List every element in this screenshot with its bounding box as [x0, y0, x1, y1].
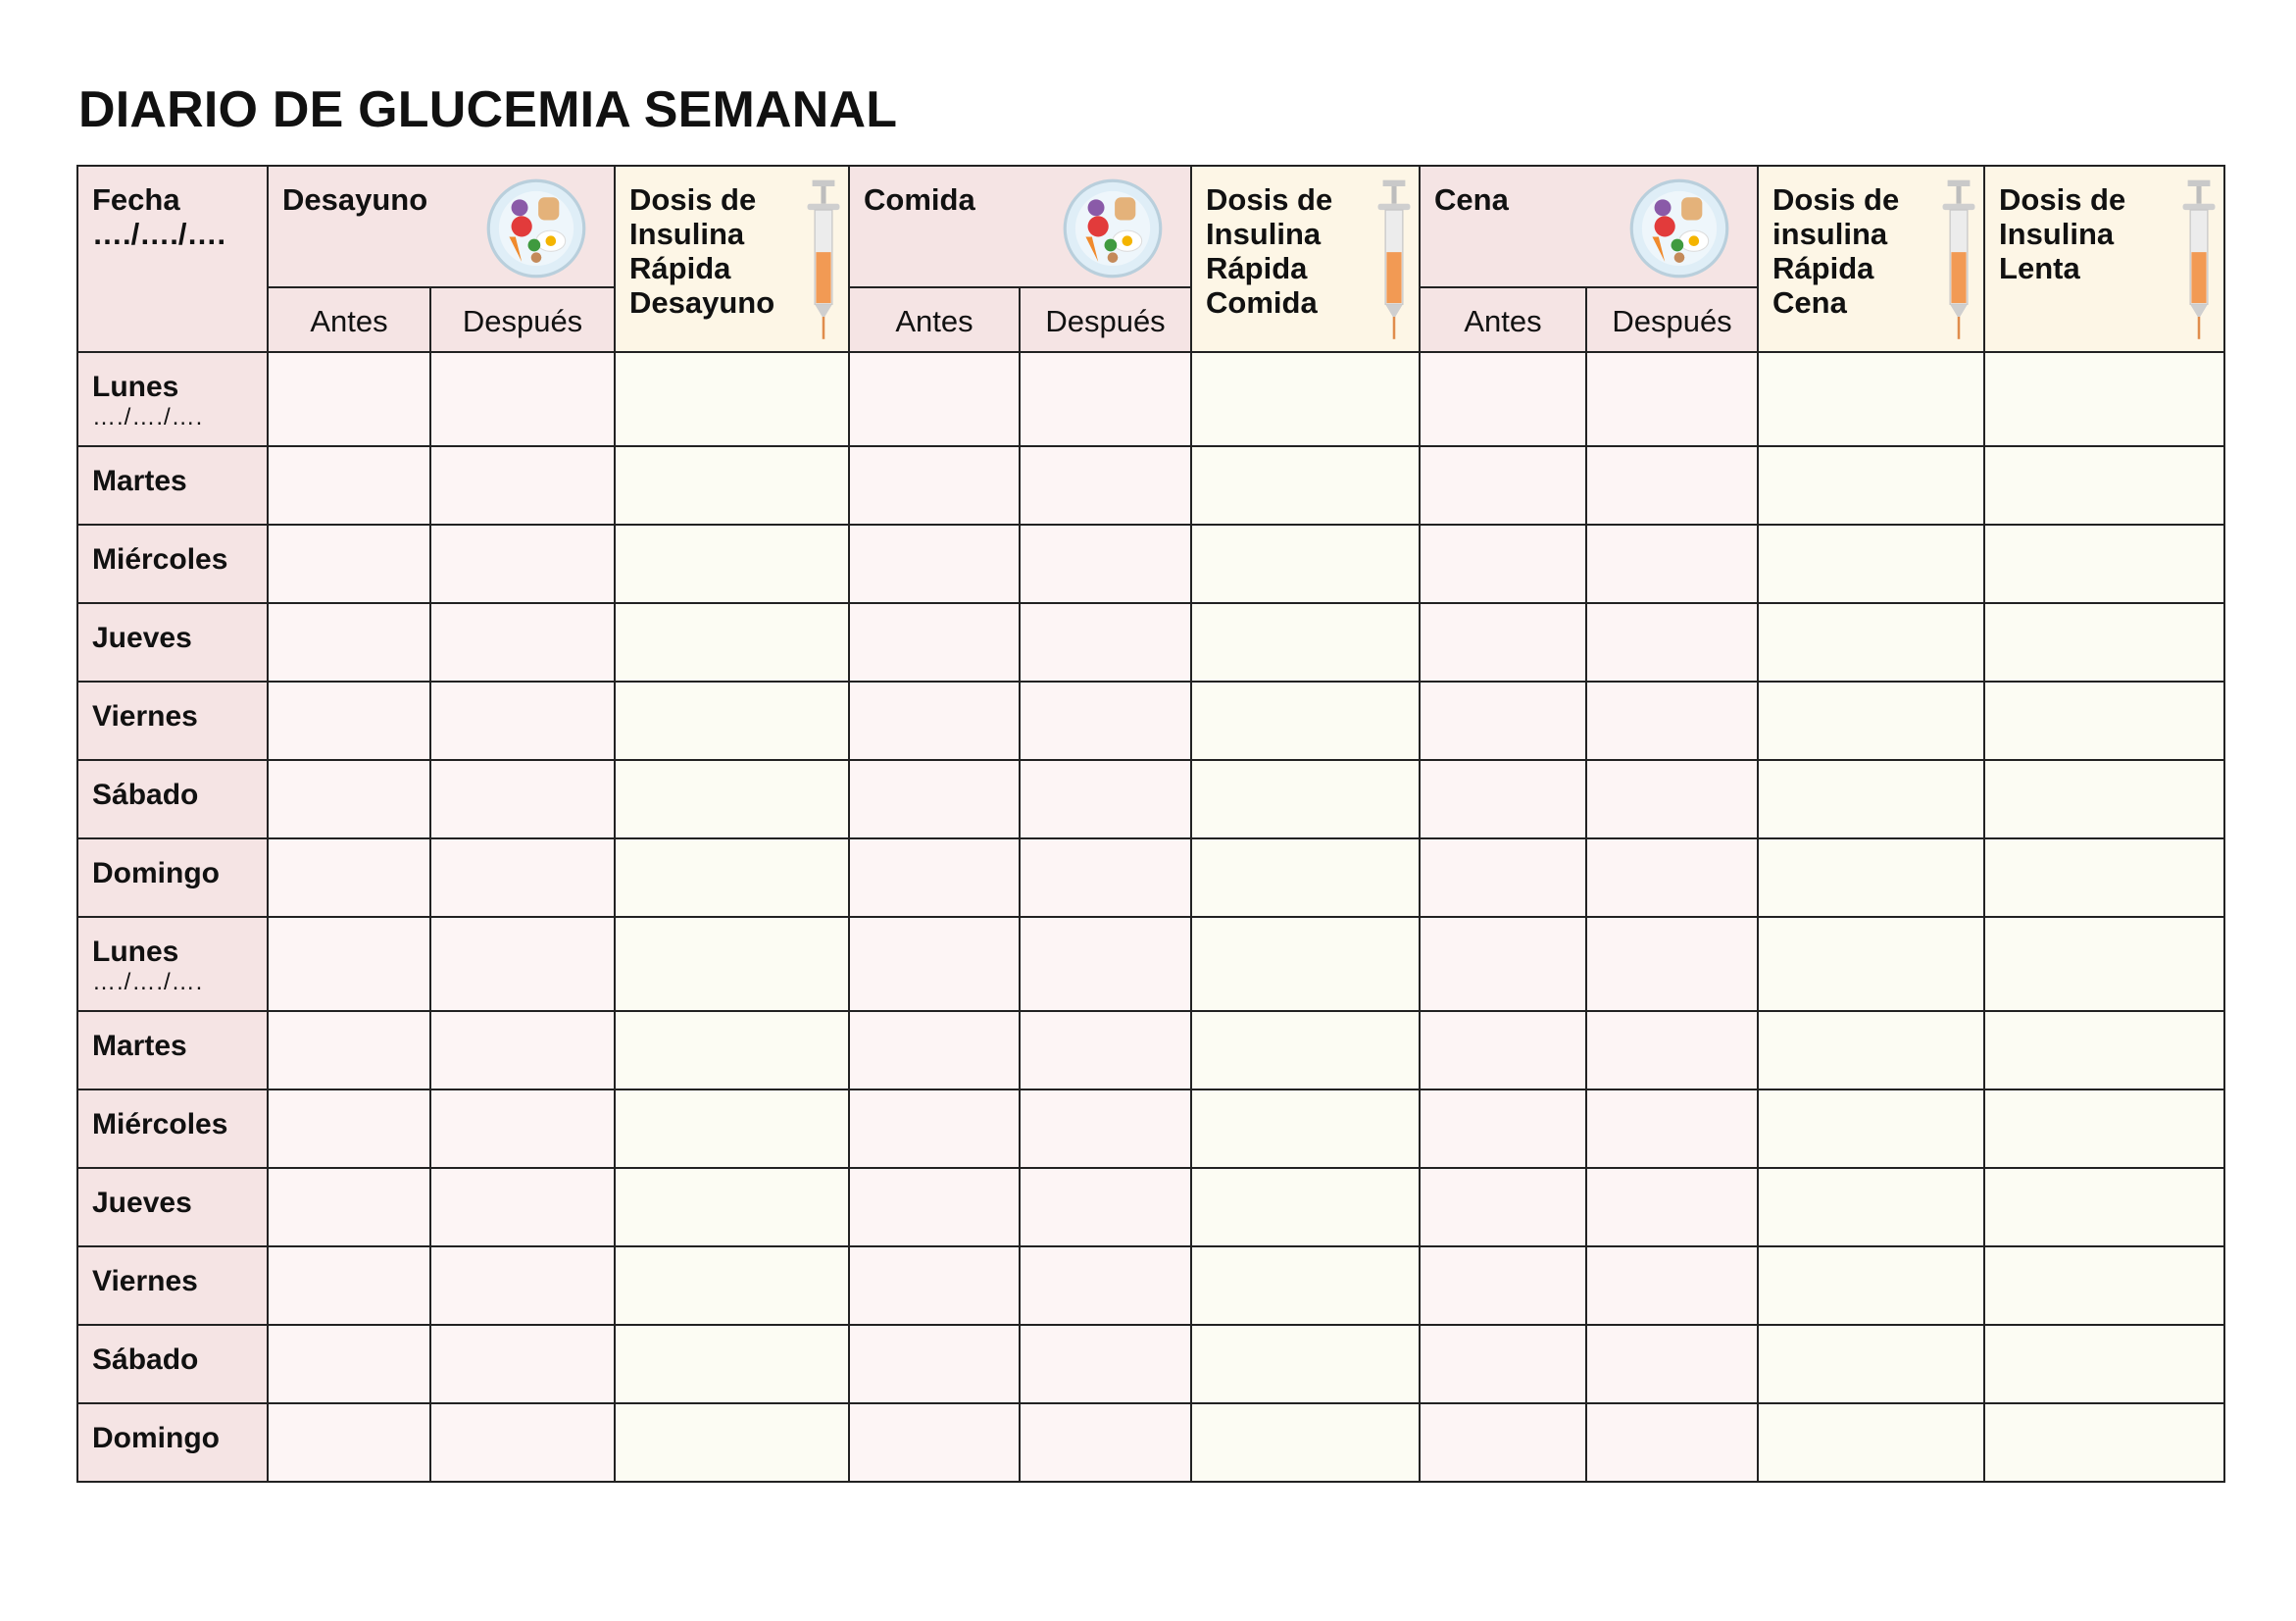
dose-lenta-line-1: Dosis de — [1999, 182, 2126, 217]
day-label-cell — [77, 446, 268, 525]
day-label: Martes — [92, 1030, 187, 1062]
day-label-cell — [77, 760, 268, 838]
dose-cena-cell[interactable] — [1758, 446, 1984, 525]
desayuno-despues-cell[interactable] — [430, 917, 615, 1011]
dose-cena-cell[interactable] — [1758, 352, 1984, 446]
dose-comida-cell[interactable] — [1191, 1011, 1420, 1089]
dose-lenta-cell[interactable] — [1984, 1246, 2224, 1325]
desayuno-antes-cell[interactable] — [268, 1403, 430, 1482]
desayuno-despues-cell[interactable] — [430, 1168, 615, 1246]
dose-cena-cell[interactable] — [1758, 1246, 1984, 1325]
dose-comida-line-3: Rápida — [1206, 251, 1308, 285]
dose-comida-cell[interactable] — [1191, 1325, 1420, 1403]
desayuno-antes-cell[interactable] — [268, 682, 430, 760]
dose-lenta-cell[interactable] — [1984, 917, 2224, 1011]
desayuno-despues-cell[interactable] — [430, 352, 615, 446]
desayuno-despues-cell[interactable] — [430, 1011, 615, 1089]
dose-comida-cell[interactable] — [1191, 446, 1420, 525]
cena-label: Cena — [1434, 182, 1509, 217]
comida-antes-cell[interactable] — [849, 760, 1020, 838]
dose-lenta-line-3: Lenta — [1999, 251, 2080, 285]
cena-despues-cell[interactable] — [1586, 1325, 1758, 1403]
day-label-cell — [77, 525, 268, 603]
dose-lenta-cell[interactable] — [1984, 1403, 2224, 1482]
cena-antes-cell[interactable] — [1420, 1168, 1586, 1246]
desayuno-antes-cell[interactable] — [268, 917, 430, 1011]
cena-despues-cell[interactable] — [1586, 917, 1758, 1011]
dose-cena-line-2: insulina — [1772, 217, 1888, 251]
dose-comida-line-4: Comida — [1206, 285, 1318, 320]
table-row — [77, 1325, 2224, 1403]
table-row — [77, 603, 2224, 682]
dose-lenta-cell[interactable] — [1984, 603, 2224, 682]
cena-despues-cell[interactable] — [1586, 525, 1758, 603]
cena-antes-cell[interactable] — [1420, 760, 1586, 838]
desayuno-antes-cell[interactable] — [268, 525, 430, 603]
desayuno-despues-header: Después — [430, 287, 615, 352]
dose-comida-cell[interactable] — [1191, 1089, 1420, 1168]
cena-antes-cell[interactable] — [1420, 1246, 1586, 1325]
dose-desayuno-cell[interactable] — [615, 1011, 849, 1089]
cena-antes-cell[interactable] — [1420, 917, 1586, 1011]
comida-antes-cell[interactable] — [849, 1168, 1020, 1246]
dose-cena-cell[interactable] — [1758, 1089, 1984, 1168]
day-label-cell — [77, 352, 268, 446]
day-label: Domingo — [92, 1422, 220, 1454]
cena-despues-cell[interactable] — [1586, 1403, 1758, 1482]
dose-desayuno-cell[interactable] — [615, 352, 849, 446]
comida-antes-cell[interactable] — [849, 603, 1020, 682]
table-row — [77, 1246, 2224, 1325]
dose-cena-cell[interactable] — [1758, 838, 1984, 917]
comida-despues-cell[interactable] — [1020, 1325, 1191, 1403]
dose-comida-cell[interactable] — [1191, 682, 1420, 760]
comida-despues-cell[interactable] — [1020, 917, 1191, 1011]
insulin-syringe-icon — [1375, 178, 1413, 343]
comida-despues-cell[interactable] — [1020, 1011, 1191, 1089]
comida-antes-cell[interactable] — [849, 1325, 1020, 1403]
day-date-placeholder: …./…./…. — [92, 969, 204, 995]
cena-despues-cell[interactable] — [1586, 760, 1758, 838]
dose-cena-cell[interactable] — [1758, 1168, 1984, 1246]
cena-antes-cell[interactable] — [1420, 1325, 1586, 1403]
dose-desayuno-line-3: Rápida — [629, 251, 731, 285]
cena-despues-cell[interactable] — [1586, 446, 1758, 525]
comida-despues-cell[interactable] — [1020, 352, 1191, 446]
comida-despues-cell[interactable] — [1020, 525, 1191, 603]
dose-desayuno-header — [615, 166, 849, 352]
dose-cena-cell[interactable] — [1758, 1403, 1984, 1482]
table-row — [77, 1089, 2224, 1168]
cena-antes-cell[interactable] — [1420, 1403, 1586, 1482]
dose-desayuno-cell[interactable] — [615, 1168, 849, 1246]
fecha-header — [77, 166, 268, 352]
dose-desayuno-cell[interactable] — [615, 1246, 849, 1325]
dose-comida-cell[interactable] — [1191, 1246, 1420, 1325]
table-row — [77, 1403, 2224, 1482]
desayuno-despues-cell[interactable] — [430, 682, 615, 760]
day-label: Lunes — [92, 936, 179, 968]
meal-plate-icon — [1061, 177, 1165, 280]
comida-label: Comida — [864, 182, 975, 217]
dose-desayuno-line-2: Insulina — [629, 217, 745, 251]
dose-desayuno-line-4: Desayuno — [629, 285, 775, 320]
dose-desayuno-cell[interactable] — [615, 446, 849, 525]
day-label: Jueves — [92, 622, 192, 654]
cena-despues-cell[interactable] — [1586, 603, 1758, 682]
day-label: Martes — [92, 465, 187, 497]
table-row — [77, 446, 2224, 525]
log-body — [77, 352, 2224, 1482]
dose-desayuno-cell[interactable] — [615, 917, 849, 1011]
page-title: DIARIO DE GLUCEMIA SEMANAL — [78, 81, 898, 138]
cena-despues-header: Después — [1586, 287, 1758, 352]
cena-antes-cell[interactable] — [1420, 525, 1586, 603]
dose-lenta-cell[interactable] — [1984, 1168, 2224, 1246]
desayuno-despues-cell[interactable] — [430, 603, 615, 682]
comida-antes-header: Antes — [849, 287, 1020, 352]
comida-despues-cell[interactable] — [1020, 682, 1191, 760]
desayuno-antes-header: Antes — [268, 287, 430, 352]
comida-despues-cell[interactable] — [1020, 446, 1191, 525]
dose-cena-line-1: Dosis de — [1772, 182, 1900, 217]
cena-despues-cell[interactable] — [1586, 1011, 1758, 1089]
comida-despues-cell[interactable] — [1020, 1246, 1191, 1325]
desayuno-despues-cell[interactable] — [430, 760, 615, 838]
dose-comida-cell[interactable] — [1191, 760, 1420, 838]
desayuno-despues-cell[interactable] — [430, 525, 615, 603]
desayuno-despues-cell[interactable] — [430, 1403, 615, 1482]
dose-lenta-cell[interactable] — [1984, 352, 2224, 446]
dose-cena-cell[interactable] — [1758, 603, 1984, 682]
comida-antes-cell[interactable] — [849, 682, 1020, 760]
dose-cena-cell[interactable] — [1758, 1011, 1984, 1089]
dose-lenta-cell[interactable] — [1984, 1089, 2224, 1168]
dose-cena-line-4: Cena — [1772, 285, 1847, 320]
day-label-cell — [77, 1325, 268, 1403]
dose-comida-cell[interactable] — [1191, 352, 1420, 446]
cena-despues-cell[interactable] — [1586, 1168, 1758, 1246]
comida-antes-cell[interactable] — [849, 446, 1020, 525]
desayuno-despues-cell[interactable] — [430, 838, 615, 917]
desayuno-antes-cell[interactable] — [268, 352, 430, 446]
fecha-label: Fecha — [92, 182, 180, 217]
dose-lenta-cell[interactable] — [1984, 446, 2224, 525]
table-row — [77, 525, 2224, 603]
day-label: Miércoles — [92, 1108, 228, 1140]
comida-despues-header: Después — [1020, 287, 1191, 352]
table-row — [77, 682, 2224, 760]
table-row — [77, 917, 2224, 1011]
dose-cena-header — [1758, 166, 1984, 352]
comida-antes-cell[interactable] — [849, 1089, 1020, 1168]
comida-antes-cell[interactable] — [849, 917, 1020, 1011]
day-label: Viernes — [92, 1265, 198, 1297]
comida-antes-cell[interactable] — [849, 1246, 1020, 1325]
desayuno-despues-cell[interactable] — [430, 1089, 615, 1168]
cena-despues-cell[interactable] — [1586, 1246, 1758, 1325]
desayuno-antes-cell[interactable] — [268, 760, 430, 838]
dose-lenta-line-2: Insulina — [1999, 217, 2115, 251]
desayuno-antes-cell[interactable] — [268, 603, 430, 682]
dose-comida-cell[interactable] — [1191, 525, 1420, 603]
dose-cena-cell[interactable] — [1758, 1325, 1984, 1403]
cena-antes-cell[interactable] — [1420, 603, 1586, 682]
dose-desayuno-cell[interactable] — [615, 1089, 849, 1168]
desayuno-antes-cell[interactable] — [268, 1325, 430, 1403]
dose-cena-line-3: Rápida — [1772, 251, 1874, 285]
cena-antes-cell[interactable] — [1420, 682, 1586, 760]
day-label: Sábado — [92, 1343, 199, 1376]
desayuno-antes-cell[interactable] — [268, 1168, 430, 1246]
fecha-date-placeholder: …./…./…. — [92, 217, 226, 251]
cena-despues-cell[interactable] — [1586, 682, 1758, 760]
comida-header — [849, 166, 1191, 287]
comida-antes-cell[interactable] — [849, 352, 1020, 446]
desayuno-header — [268, 166, 615, 287]
cena-antes-header: Antes — [1420, 287, 1586, 352]
day-label-cell — [77, 838, 268, 917]
cena-antes-cell[interactable] — [1420, 1089, 1586, 1168]
day-label-cell — [77, 1089, 268, 1168]
comida-despues-cell[interactable] — [1020, 603, 1191, 682]
cena-antes-cell[interactable] — [1420, 838, 1586, 917]
dose-desayuno-cell[interactable] — [615, 1325, 849, 1403]
insulin-syringe-icon — [805, 178, 842, 343]
dose-cena-cell[interactable] — [1758, 682, 1984, 760]
desayuno-antes-cell[interactable] — [268, 446, 430, 525]
day-label-cell — [77, 1246, 268, 1325]
comida-antes-cell[interactable] — [849, 525, 1020, 603]
table-row — [77, 1011, 2224, 1089]
day-label: Miércoles — [92, 543, 228, 576]
comida-antes-cell[interactable] — [849, 1011, 1020, 1089]
cena-despues-cell[interactable] — [1586, 352, 1758, 446]
cena-header — [1420, 166, 1758, 287]
dose-lenta-cell[interactable] — [1984, 682, 2224, 760]
desayuno-antes-cell[interactable] — [268, 1089, 430, 1168]
dose-lenta-cell[interactable] — [1984, 838, 2224, 917]
meal-plate-icon — [1627, 177, 1731, 280]
comida-despues-cell[interactable] — [1020, 760, 1191, 838]
desayuno-despues-cell[interactable] — [430, 1325, 615, 1403]
cena-antes-cell[interactable] — [1420, 446, 1586, 525]
day-label: Viernes — [92, 700, 198, 733]
cena-antes-cell[interactable] — [1420, 352, 1586, 446]
day-label: Lunes — [92, 371, 179, 403]
dose-lenta-cell[interactable] — [1984, 760, 2224, 838]
day-label: Jueves — [92, 1187, 192, 1219]
dose-comida-line-2: Insulina — [1206, 217, 1322, 251]
table-row — [77, 838, 2224, 917]
dose-comida-header — [1191, 166, 1420, 352]
comida-despues-cell[interactable] — [1020, 838, 1191, 917]
comida-despues-cell[interactable] — [1020, 1168, 1191, 1246]
table-row — [77, 760, 2224, 838]
desayuno-label: Desayuno — [282, 182, 428, 217]
dose-desayuno-cell[interactable] — [615, 1403, 849, 1482]
dose-cena-cell[interactable] — [1758, 917, 1984, 1011]
comida-despues-cell[interactable] — [1020, 1089, 1191, 1168]
day-label-cell — [77, 682, 268, 760]
comida-antes-cell[interactable] — [849, 1403, 1020, 1482]
glucose-log-table — [76, 165, 2225, 1483]
dose-cena-cell[interactable] — [1758, 760, 1984, 838]
cena-despues-cell[interactable] — [1586, 1089, 1758, 1168]
dose-comida-line-1: Dosis de — [1206, 182, 1333, 217]
dose-lenta-cell[interactable] — [1984, 1011, 2224, 1089]
insulin-syringe-icon — [2180, 178, 2218, 343]
table-row — [77, 1168, 2224, 1246]
day-date-placeholder: …./…./…. — [92, 404, 204, 431]
day-label-cell — [77, 603, 268, 682]
dose-desayuno-cell[interactable] — [615, 682, 849, 760]
desayuno-antes-cell[interactable] — [268, 838, 430, 917]
dose-lenta-cell[interactable] — [1984, 1325, 2224, 1403]
day-label-cell — [77, 917, 268, 1011]
dose-desayuno-cell[interactable] — [615, 760, 849, 838]
meal-plate-icon — [484, 177, 588, 280]
desayuno-despues-cell[interactable] — [430, 446, 615, 525]
table-row — [77, 352, 2224, 446]
cena-despues-cell[interactable] — [1586, 838, 1758, 917]
cena-antes-cell[interactable] — [1420, 1011, 1586, 1089]
dose-desayuno-line-1: Dosis de — [629, 182, 757, 217]
day-label-cell — [77, 1403, 268, 1482]
comida-antes-cell[interactable] — [849, 838, 1020, 917]
desayuno-despues-cell[interactable] — [430, 1246, 615, 1325]
dose-lenta-header — [1984, 166, 2224, 352]
day-label-cell — [77, 1168, 268, 1246]
dose-desayuno-cell[interactable] — [615, 525, 849, 603]
dose-comida-cell[interactable] — [1191, 1168, 1420, 1246]
desayuno-antes-cell[interactable] — [268, 1246, 430, 1325]
dose-lenta-cell[interactable] — [1984, 525, 2224, 603]
dose-desayuno-cell[interactable] — [615, 838, 849, 917]
insulin-syringe-icon — [1940, 178, 1977, 343]
dose-comida-cell[interactable] — [1191, 917, 1420, 1011]
dose-comida-cell[interactable] — [1191, 1403, 1420, 1482]
day-label: Domingo — [92, 857, 220, 889]
dose-desayuno-cell[interactable] — [615, 603, 849, 682]
comida-despues-cell[interactable] — [1020, 1403, 1191, 1482]
day-label: Sábado — [92, 779, 199, 811]
dose-cena-cell[interactable] — [1758, 525, 1984, 603]
day-label-cell — [77, 1011, 268, 1089]
desayuno-antes-cell[interactable] — [268, 1011, 430, 1089]
dose-comida-cell[interactable] — [1191, 603, 1420, 682]
dose-comida-cell[interactable] — [1191, 838, 1420, 917]
